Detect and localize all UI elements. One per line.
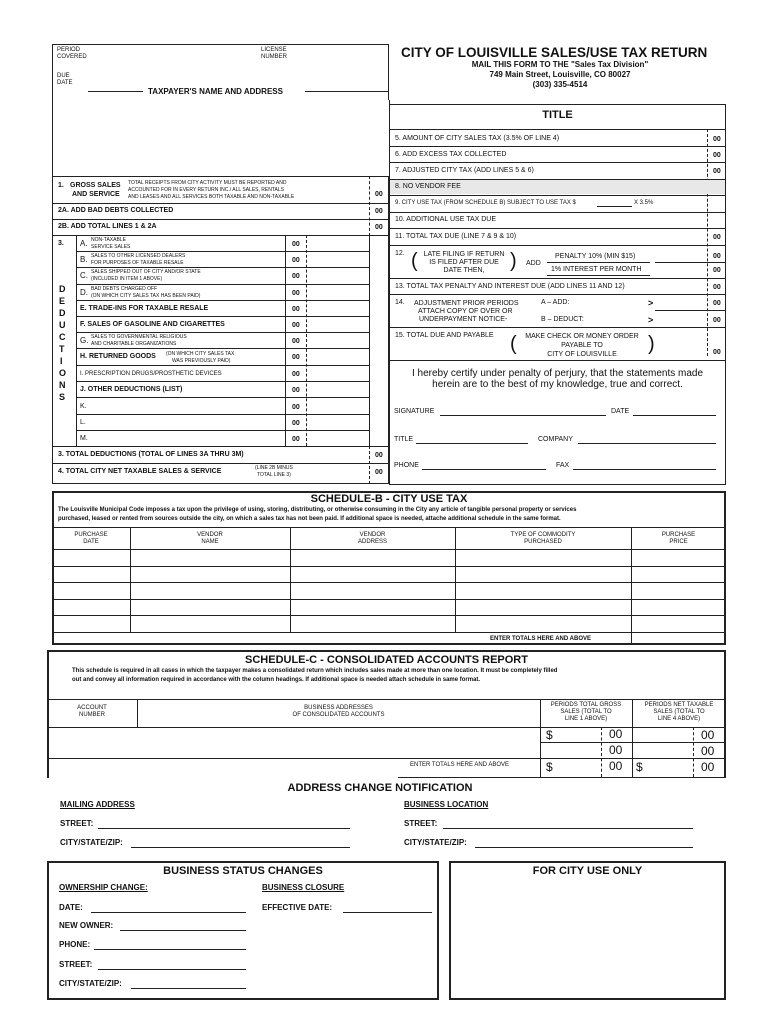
status-street-field[interactable] xyxy=(98,969,246,970)
ded-k-cents: 00 xyxy=(292,404,300,411)
table-row[interactable] xyxy=(52,599,726,600)
phone-label: PHONE xyxy=(394,462,419,469)
line2b-cents: 00 xyxy=(375,224,383,231)
rule xyxy=(52,549,726,550)
rule xyxy=(76,397,369,398)
form-title: CITY OF LOUISVILLE SALES/USE TAX RETURN xyxy=(401,45,708,60)
ded-b-text-1: SALES TO OTHER LICENSED DEALERS xyxy=(91,253,186,259)
company-field[interactable] xyxy=(578,443,716,444)
line14-cents-b: 00 xyxy=(713,317,721,324)
rule xyxy=(76,365,369,366)
rule xyxy=(52,446,389,447)
rule xyxy=(76,348,369,349)
ded-l-cents: 00 xyxy=(292,420,300,427)
ded-k-label: K. xyxy=(80,403,87,410)
arrow-icon: > xyxy=(648,298,654,308)
ded-c-text-2: (INCLUDED IN ITEM 1 ABOVE) xyxy=(91,276,163,282)
rule xyxy=(389,327,726,328)
ded-g-text-1: SALES TO GOVERNMENTAL RELIGIOUS xyxy=(91,334,187,340)
rule xyxy=(389,162,726,163)
schedule-c-desc-1: This schedule is required in all cases in which the taxpayer makes a consolidated return which includes sales made at more than one location. It must be completely filled xyxy=(72,668,558,674)
rule xyxy=(47,727,726,728)
sb-col-address-2: ADDRESS xyxy=(357,539,387,545)
rule xyxy=(389,245,726,246)
mail-address: 749 Main Street, Louisville, CO 80027 xyxy=(489,70,631,79)
line13-label: 13. TOTAL TAX PENALTY AND INTEREST DUE (ADD LINES 11 AND 12) xyxy=(395,283,625,290)
line1-note-2: ACCOUNTED FOR IN EVERY RETURN INC./ ALL SALES, RENTALS xyxy=(128,187,284,193)
certify-line-1: I hereby certify under penalty of perjury, that the statements made xyxy=(411,368,704,379)
title-field[interactable] xyxy=(416,443,528,444)
line1-num: 1. xyxy=(58,182,64,189)
deductions-letter: T xyxy=(59,344,65,354)
sign-date-field[interactable] xyxy=(633,415,716,416)
ded-a-letter: A. xyxy=(80,239,88,248)
deductions-letter: D xyxy=(59,284,66,294)
sc-gross-cents-2: 00 xyxy=(609,743,623,757)
rule xyxy=(76,300,369,301)
mail-city-field[interactable] xyxy=(131,847,350,848)
status-street-label: STREET: xyxy=(59,960,93,969)
mailing-address-heading: MAILING ADDRESS xyxy=(60,800,135,809)
schedule-b-title: SCHEDULE-B - CITY USE TAX xyxy=(310,493,468,505)
certify-line-2: herein are to the best of my knowledge, true and correct. xyxy=(432,379,683,390)
sc-net-cents-3: 00 xyxy=(701,760,715,774)
phone-field[interactable] xyxy=(422,469,546,470)
deductions-letter: S xyxy=(59,392,66,402)
ded-i-label: I. PRESCRIPTION DRUGS/PROSTHETIC DEVICES xyxy=(80,371,222,377)
address-change-title: ADDRESS CHANGE NOTIFICATION xyxy=(287,782,473,794)
sb-enter-totals: ENTER TOTALS HERE AND ABOVE xyxy=(490,636,592,642)
ded-c-letter: C. xyxy=(80,271,88,280)
line1-note-3: AND LEASES AND ALL SERVICES BOTH TAXABLE AND NON-TAXABLE xyxy=(128,194,295,200)
mail-street-label: STREET: xyxy=(60,819,94,828)
deductions-letter: E xyxy=(59,296,66,306)
line3-num: 3. xyxy=(58,240,64,247)
rule xyxy=(76,381,369,382)
deductions-letter: U xyxy=(59,320,66,330)
line9-label: 9. CITY USE TAX (FROM SCHEDULE B) SUBJECT TO USE TAX $ xyxy=(395,200,576,206)
line1-cents: 00 xyxy=(375,191,383,198)
line4-label: 4. TOTAL CITY NET TAXABLE SALES & SERVICE xyxy=(58,468,222,475)
rule xyxy=(76,316,369,317)
line6-label: 6. ADD EXCESS TAX COLLECTED xyxy=(395,151,507,158)
line15-text-c: CITY OF LOUISVILLE xyxy=(547,351,617,358)
deductions-letter: C xyxy=(59,332,66,342)
cents-divider xyxy=(707,129,708,356)
table-row[interactable] xyxy=(52,632,726,633)
ded-c-cents: 00 xyxy=(292,273,300,280)
biz-city-field[interactable] xyxy=(475,847,693,848)
mail-instruction: MAIL THIS FORM TO THE "Sales Tax Division" xyxy=(471,60,649,69)
signature-field[interactable] xyxy=(440,415,606,416)
sc-col-addresses-2: OF CONSOLIDATED ACCOUNTS xyxy=(292,712,385,718)
ded-b-text-2: FOR PURPOSES OF TAXABLE RESALE xyxy=(91,260,184,266)
rule xyxy=(655,262,726,263)
ded-h-label: H. RETURNED GOODS xyxy=(80,353,156,360)
rule xyxy=(389,212,726,213)
line7-label: 7. ADJUSTED CITY TAX (ADD LINES 5 & 6) xyxy=(395,167,534,174)
status-phone-label: PHONE: xyxy=(59,940,91,949)
company-label: COMPANY xyxy=(538,436,573,443)
mail-city-label: CITY/STATE/ZIP: xyxy=(60,838,123,847)
table-row[interactable] xyxy=(52,582,726,583)
line12-add: ADD xyxy=(526,260,541,267)
ded-h-text-1: (ON WHICH CITY SALES TAX xyxy=(166,351,235,357)
line8-label: 8. NO VENDOR FEE xyxy=(395,183,461,190)
schedule-c-title: SCHEDULE-C - CONSOLIDATED ACCOUNTS REPORT xyxy=(245,654,528,666)
line12-text-c: DATE THEN, xyxy=(443,267,485,274)
biz-street-field[interactable] xyxy=(443,828,693,829)
sc-net-cents-1: 00 xyxy=(701,728,715,742)
line2a-cents: 00 xyxy=(375,208,383,215)
sb-col-price-2: PRICE xyxy=(669,539,688,545)
ded-j-label: J. OTHER DEDUCTIONS (LIST) xyxy=(80,386,183,393)
line14-num: 14. xyxy=(395,299,405,306)
status-city-field[interactable] xyxy=(131,988,246,989)
schedule-b-desc-2: purchased, leased or rented from sources outside the city, on which a sales tax has not been paid. If additional space is needed, attache additional schedule in the same format. xyxy=(58,516,561,522)
ded-h-text-2: WAS PREVIOUSLY PAID) xyxy=(172,358,231,364)
line12-cents-a: 00 xyxy=(713,253,721,260)
ded-f-cents: 00 xyxy=(292,322,300,329)
line4-note-2: TOTAL LINE 3) xyxy=(257,472,291,478)
city-use-title: FOR CITY USE ONLY xyxy=(532,865,643,877)
status-date-label: DATE: xyxy=(59,903,83,912)
cents-divider xyxy=(693,727,694,777)
business-status-title: BUSINESS STATUS CHANGES xyxy=(163,865,323,877)
line9-rate: X 3.5% xyxy=(634,200,654,206)
sc-col-addresses: BUSINESS ADDRESSES xyxy=(304,705,373,711)
sc-dollar-3: $ xyxy=(636,760,643,774)
ded-l-label: L. xyxy=(80,419,86,426)
ded-a-cents: 00 xyxy=(292,241,300,248)
sc-gross-cents-3: 00 xyxy=(609,759,623,773)
line14-cents-a: 00 xyxy=(713,300,721,307)
new-owner-field[interactable] xyxy=(120,930,246,931)
line15-cents: 00 xyxy=(713,349,721,356)
business-closure-heading: BUSINESS CLOSURE xyxy=(262,883,345,892)
gross-cents-divider xyxy=(369,176,370,236)
line12-cents-b: 00 xyxy=(713,267,721,274)
rule xyxy=(76,414,369,415)
table-row[interactable] xyxy=(52,615,726,616)
line15-label: 15. TOTAL DUE AND PAYABLE xyxy=(395,332,494,339)
line14-text-c: UNDERPAYMENT NOTICE- xyxy=(419,316,508,323)
line14-deduct: B – DEDUCT: xyxy=(541,316,584,323)
rule xyxy=(398,777,726,778)
fax-label: FAX xyxy=(556,462,570,469)
rule xyxy=(76,332,369,333)
status-date-field[interactable] xyxy=(91,912,246,913)
ded-f-label: F. SALES OF GASOLINE AND CIGARETTES xyxy=(80,321,225,328)
table-row[interactable] xyxy=(52,566,726,567)
rule xyxy=(547,275,650,276)
line3-total-cents: 00 xyxy=(375,452,383,459)
biz-city-label: CITY/STATE/ZIP: xyxy=(404,838,467,847)
rule xyxy=(389,278,726,279)
ded-g-cents: 00 xyxy=(292,338,300,345)
sb-col-address: VENDOR xyxy=(359,532,386,538)
line12-interest: 1% INTEREST PER MONTH xyxy=(551,266,642,273)
sb-col-date: PURCHASE xyxy=(74,532,108,538)
ded-m-label: M. xyxy=(80,435,88,442)
sc-dollar-2: $ xyxy=(546,760,553,774)
ded-h-cents: 00 xyxy=(292,354,300,361)
line14-text-b: ATTACH COPY OF OVER OR xyxy=(418,308,513,315)
deductions-letter: N xyxy=(59,380,66,390)
sc-col-net: PERIODS NET TAXABLE xyxy=(644,702,714,708)
city-use-box xyxy=(449,861,726,1000)
mail-street-field[interactable] xyxy=(98,828,350,829)
arrow-icon: > xyxy=(648,315,654,325)
ded-g-text-2: AND CHARITABLE ORGANIZATIONS xyxy=(91,341,177,347)
computation-title: TITLE xyxy=(542,109,573,121)
line12-text-b: IS FILED AFTER DUE xyxy=(429,259,499,266)
paren-right: ) xyxy=(648,333,655,355)
ded-d-cents: 00 xyxy=(292,290,300,297)
rule xyxy=(389,360,726,361)
rule xyxy=(47,699,726,700)
paren-left: ( xyxy=(411,250,418,272)
effective-date-label: EFFECTIVE DATE: xyxy=(262,903,333,912)
line4-cents: 00 xyxy=(375,469,383,476)
deductions-letter: D xyxy=(59,308,66,318)
line6-cents: 00 xyxy=(713,152,721,159)
schedule-b-desc-1: The Louisville Municipal Code imposes a tax upon the privilege of using, storing, distributing, or otherwise consuming in the City any article of tangible personal property or services xyxy=(58,507,577,513)
taxpayer-rule-right xyxy=(305,91,389,92)
line10-label: 10. ADDITIONAL USE TAX DUE xyxy=(395,216,497,223)
rule xyxy=(76,284,369,285)
taxpayer-name-address-label: TAXPAYER'S NAME AND ADDRESS xyxy=(148,87,283,96)
ded-g-letter: G. xyxy=(80,336,89,345)
paren-left: ( xyxy=(510,333,517,355)
ded-e-cents: 00 xyxy=(292,306,300,313)
line5-cents: 00 xyxy=(713,136,721,143)
line12-text-a: LATE FILING IF RETURN xyxy=(423,251,505,258)
sb-col-price: PURCHASE xyxy=(661,532,696,538)
taxpayer-box-left xyxy=(52,100,53,176)
rule xyxy=(52,527,726,528)
line3-total-label: 3. TOTAL DEDUCTIONS (TOTAL OF LINES 3A THRU 3M) xyxy=(58,451,244,458)
cents-divider xyxy=(601,727,602,777)
ded-c-text-1: SALES SHIPPED OUT OF CITY AND/OR STATE xyxy=(91,269,201,275)
sc-col-gross-2: SALES (TOTAL TO xyxy=(560,709,612,715)
title-label: TITLE xyxy=(394,436,414,443)
sc-dollar-1: $ xyxy=(546,728,553,742)
schedule-b-box xyxy=(52,491,726,645)
rule xyxy=(76,430,369,431)
rule xyxy=(76,267,369,268)
biz-street-label: STREET: xyxy=(404,819,438,828)
sb-col-vendor-2: NAME xyxy=(201,539,219,545)
ded-d-text-2: (ON WHICH CITY SALES TAX HAS BEEN PAID) xyxy=(91,293,201,299)
rule xyxy=(389,294,726,295)
deductions-right-col xyxy=(369,236,370,446)
deductions-letter: O xyxy=(59,368,67,378)
ownership-change-heading: OWNERSHIP CHANGE: xyxy=(59,883,148,892)
business-location-heading: BUSINESS LOCATION xyxy=(404,800,489,809)
sb-col-commodity-2: PURCHASED xyxy=(524,539,562,545)
schedule-c-desc-2: out and convey all information required in accordance with the column headings. If additional space is needed attach schedule in same format. xyxy=(72,677,481,683)
effective-date-field[interactable] xyxy=(343,912,432,913)
line5-label: 5. AMOUNT OF CITY SALES TAX (3.5% OF LINE 4) xyxy=(395,135,560,142)
sc-col-gross: PERIODS TOTAL GROSS xyxy=(550,702,622,708)
rule xyxy=(52,463,389,464)
rule xyxy=(547,262,650,263)
rule xyxy=(76,251,369,252)
rule xyxy=(655,310,726,311)
rule xyxy=(540,742,726,743)
ded-d-letter: D. xyxy=(80,288,88,297)
rule xyxy=(389,228,726,229)
ded-j-cents: 00 xyxy=(292,387,300,394)
ded-e-label: E. TRADE-INS FOR TAXABLE RESALE xyxy=(80,305,209,312)
line1-label-a: GROSS SALES xyxy=(70,182,121,189)
sc-col-account: ACCOUNT xyxy=(77,705,107,711)
rule xyxy=(389,195,726,196)
ded-m-cents: 00 xyxy=(292,436,300,443)
fax-field[interactable] xyxy=(573,469,716,470)
taxpayer-rule-left xyxy=(88,91,143,92)
sign-date-label: DATE xyxy=(611,408,630,415)
rule xyxy=(47,758,726,759)
ded-a-text-2: SERVICE SALES xyxy=(91,244,131,250)
line15-text-b: PAYABLE TO xyxy=(561,342,603,349)
line2a-label: 2A. ADD BAD DEBTS COLLECTED xyxy=(58,207,174,214)
line1-note-1: TOTAL RECEIPTS FROM CITY ACTIVITY MUST BE REPORTED AND xyxy=(128,180,287,186)
sc-col-gross-3: LINE 1 ABOVE) xyxy=(564,716,608,722)
period-covered-label: PERIOD COVERED xyxy=(57,47,87,61)
line4-note-1: (LINE 2B MINUS xyxy=(255,465,293,471)
rule xyxy=(389,146,726,147)
ded-b-letter: B. xyxy=(80,255,88,264)
paren-right: ) xyxy=(510,250,517,272)
line7-cents: 00 xyxy=(713,168,721,175)
sc-net-cents-2: 00 xyxy=(701,744,715,758)
license-number-label: LICENSE NUMBER xyxy=(261,47,288,61)
line9-amount-field[interactable] xyxy=(597,206,632,207)
due-date-label: DUE DATE xyxy=(57,73,73,87)
sb-col-vendor: VENDOR xyxy=(197,532,223,538)
deductions-letter: I xyxy=(60,356,63,366)
line15-text-a: MAKE CHECK OR MONEY ORDER xyxy=(525,333,639,340)
sc-col-net-2: SALES (TOTAL TO xyxy=(653,709,705,715)
line12-penalty: PENALTY 10% (MIN $15) xyxy=(555,253,636,260)
sb-col-date-2: DATE xyxy=(83,539,99,545)
line13-cents: 00 xyxy=(713,284,721,291)
line1-label-b: AND SERVICE xyxy=(72,191,120,198)
rule xyxy=(52,235,389,236)
ded-a-text-1: NON-TAXABLE xyxy=(91,237,126,243)
signature-label: SIGNATURE xyxy=(394,408,435,415)
ded-d-text-1: BAD DEBTS CHARGED OFF xyxy=(91,286,158,292)
rule xyxy=(52,219,389,220)
status-city-label: CITY/STATE/ZIP: xyxy=(59,979,122,988)
line2b-label: 2B. ADD TOTAL LINES 1 & 2A xyxy=(58,223,157,230)
new-owner-label: NEW OWNER: xyxy=(59,921,114,930)
line14-add: A – ADD: xyxy=(541,299,570,306)
sc-gross-cents-1: 00 xyxy=(609,727,623,741)
line14-text-a: ADJUSTMENT PRIOR PERIODS xyxy=(414,300,519,307)
line11-label: 11. TOTAL TAX DUE (LINE 7 & 9 & 10) xyxy=(395,233,517,240)
rule xyxy=(52,203,389,204)
status-phone-field[interactable] xyxy=(94,949,246,950)
ded-i-cents: 00 xyxy=(292,371,300,378)
ded-b-cents: 00 xyxy=(292,257,300,264)
sc-col-net-3: LINE 4 ABOVE) xyxy=(657,716,701,722)
mail-phone: (303) 335-4514 xyxy=(532,80,588,89)
rule xyxy=(389,129,726,130)
gross-cents-divider-2 xyxy=(369,446,370,484)
line11-cents: 00 xyxy=(713,234,721,241)
sb-col-commodity: TYPE OF COMMODITY xyxy=(510,532,576,538)
sc-enter-totals: ENTER TOTALS HERE AND ABOVE xyxy=(410,762,510,768)
line12-num: 12. xyxy=(395,250,405,257)
sc-col-account-2: NUMBER xyxy=(78,712,105,718)
